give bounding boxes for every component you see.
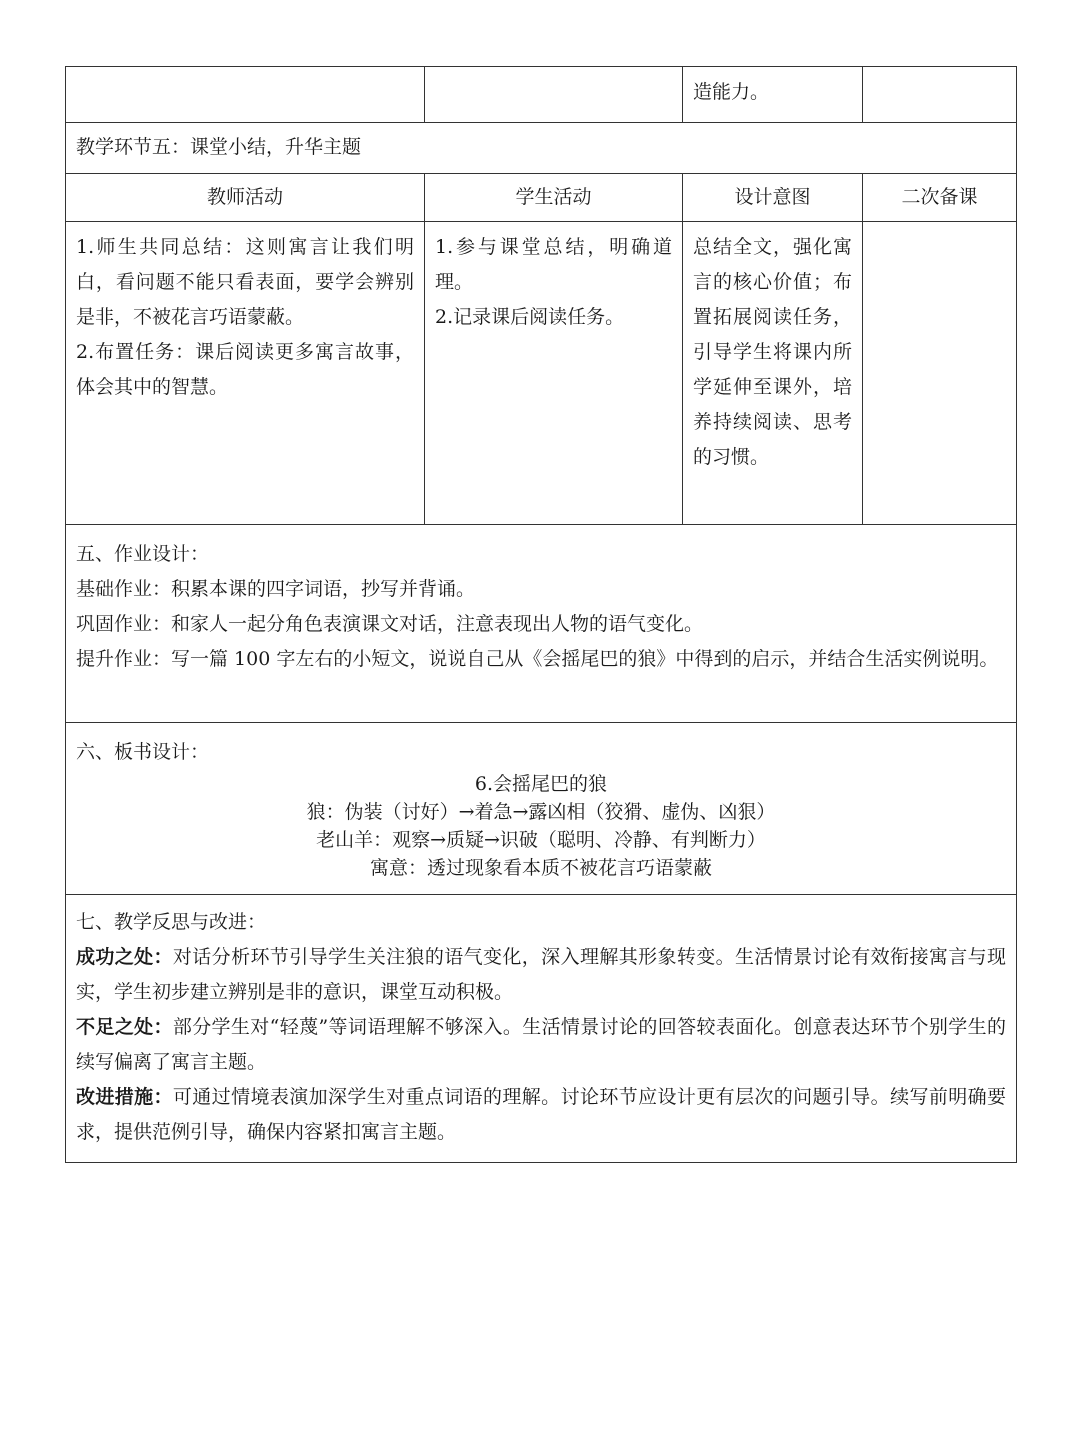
board-line-wolf: 狼：伪装（讨好）→着急→露凶相（狡猾、虚伪、凶狠） (306, 801, 776, 823)
header-teacher-activity: 教师活动 (66, 174, 425, 222)
step5-intent-cell (683, 222, 863, 525)
board-line-title: 6.会摇尾巴的狼 (474, 773, 608, 795)
continuation-row (66, 67, 1017, 123)
reflection-title: 七、教学反思与改进： (76, 911, 267, 933)
improve-label: 改进措施： (76, 1086, 173, 1108)
homework-advanced: 提升作业：写一篇 100 字左右的小短文，说说自己从《会摇尾巴的狼》中得到的启示，并结合生活实例说明。 (76, 648, 999, 670)
reflection-improve (76, 1080, 1006, 1150)
step5-teacher-cell (66, 222, 425, 525)
continuation-student-cell (425, 67, 683, 123)
step5-title-cell (66, 123, 1017, 174)
reflection-success (76, 940, 1006, 1010)
step5-student-cell (425, 222, 683, 525)
lesson-plan-table (65, 66, 1017, 1163)
table-header-row (66, 174, 1017, 222)
reflection-shortcoming (76, 1010, 1006, 1080)
student-activity-line-1: 1.参与课堂总结，明确道理。 (435, 236, 672, 293)
improve-text: 可通过情境表演加深学生对重点词语的理解。讨论环节应设计更有层次的问题引导。续写前明确要求，提供范例引导，确保内容紧扣寓言主题。 (76, 1086, 1006, 1143)
teacher-activity-line-2: 2.布置任务：课后阅读更多寓言故事，体会其中的智慧。 (76, 341, 414, 398)
board-cell (66, 723, 1017, 895)
continuation-teacher-cell (66, 67, 425, 123)
homework-cell (66, 525, 1017, 723)
homework-consolidate: 巩固作业：和家人一起分角色表演课文对话，注意表现出人物的语气变化。 (76, 613, 704, 635)
teacher-activity-line-1: 1.师生共同总结：这则寓言让我们明白，看问题不能只看表面，要学会辨别是非，不被花言巧语蒙蔽。 (76, 236, 414, 328)
board-line-goat: 老山羊：观察→质疑→识破（聪明、冷静、有判断力） (316, 829, 766, 851)
reflection-row (66, 895, 1017, 1163)
board-row (66, 723, 1017, 895)
step5-content-row (66, 222, 1017, 525)
board-title: 六、板书设计： (76, 741, 210, 763)
success-label: 成功之处： (76, 946, 173, 968)
continuation-prep-cell (863, 67, 1017, 123)
step5-title-row (66, 123, 1017, 174)
success-text: 对话分析环节引导学生关注狼的语气变化，深入理解其形象转变。生活情景讨论有效衔接寓言与现实，学生初步建立辨别是非的意识，课堂互动积极。 (76, 946, 1006, 1003)
shortcoming-text: 部分学生对“轻蔑”等词语理解不够深入。生活情景讨论的回答较表面化。创意表达环节个别学生的续写偏离了寓言主题。 (76, 1016, 1006, 1073)
shortcoming-label: 不足之处： (76, 1016, 173, 1038)
lesson-plan-page (65, 66, 1016, 1163)
reflection-cell (66, 895, 1017, 1163)
board-line-moral: 寓意：透过现象看本质不被花言巧语蒙蔽 (369, 857, 712, 879)
intent-tail-text: 造能力。 (693, 81, 770, 103)
header-student-activity: 学生活动 (425, 174, 683, 222)
step5-title: 教学环节五：课堂小结，升华主题 (76, 136, 362, 158)
header-design-intent: 设计意图 (683, 174, 863, 222)
student-activity-line-2: 2.记录课后阅读任务。 (435, 306, 625, 328)
header-second-prep: 二次备课 (863, 174, 1017, 222)
homework-row (66, 525, 1017, 723)
continuation-intent-cell (683, 67, 863, 123)
design-intent-text: 总结全文，强化寓言的核心价值；布置拓展阅读任务，引导学生将课内所学延伸至课外，培养持续阅读、思考的习惯。 (693, 236, 852, 468)
step5-prep-cell (863, 222, 1017, 525)
homework-title: 五、作业设计： (76, 543, 210, 565)
homework-basic: 基础作业：积累本课的四字词语，抄写并背诵。 (76, 578, 476, 600)
